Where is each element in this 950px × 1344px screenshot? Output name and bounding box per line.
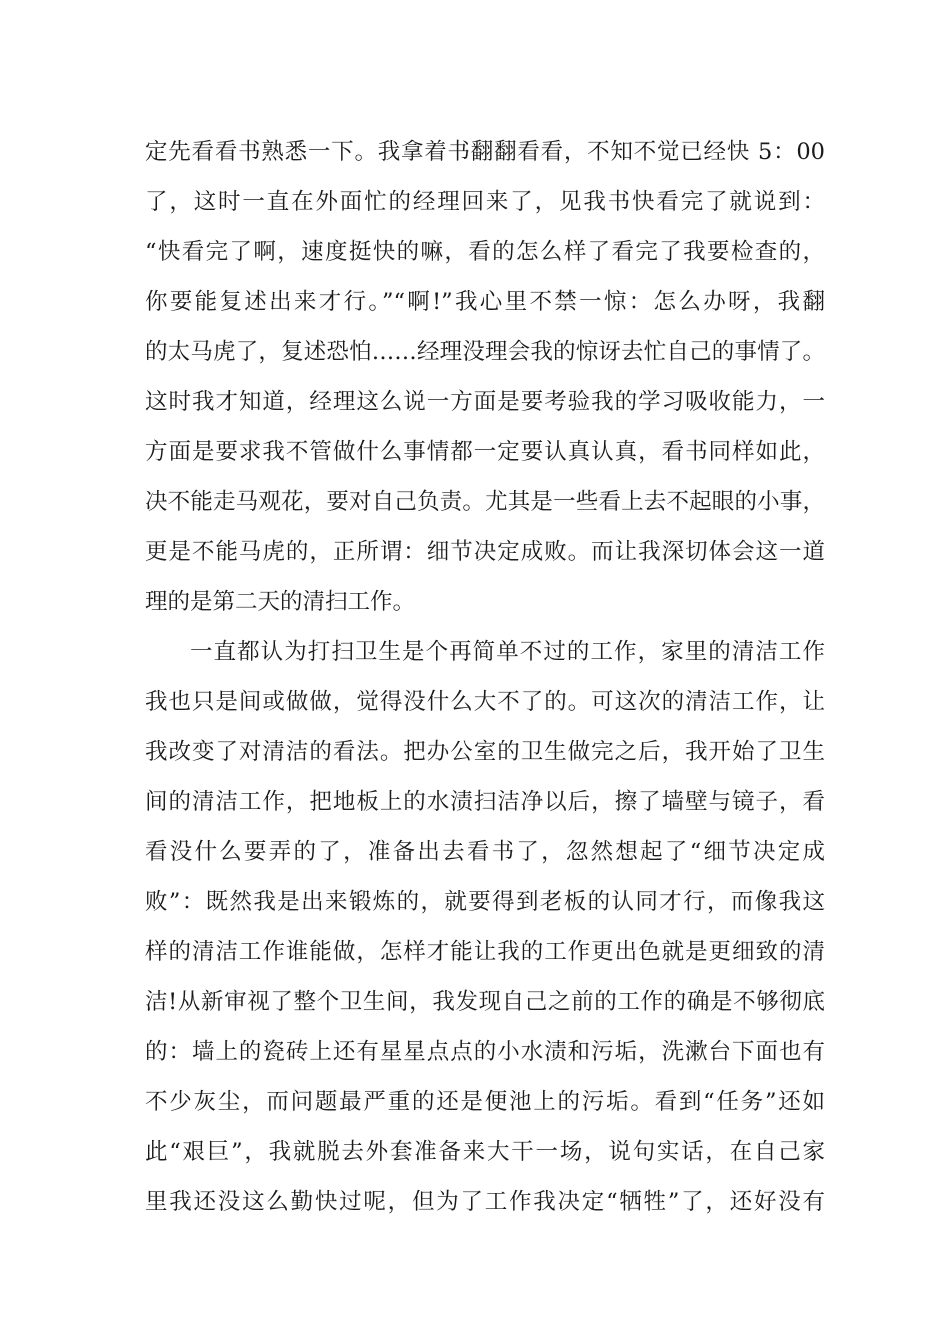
text-line: 样的清洁工作谁能做，怎样才能让我的工作更出色就是更细致的清 <box>145 939 825 965</box>
text-line: 洁!从新审视了整个卫生间，我发现自己之前的工作的确是不够彻底 <box>145 989 825 1015</box>
text-line: 我也只是间或做做，觉得没什么大不了的。可这次的清洁工作，让 <box>145 689 825 715</box>
text-line: 的：墙上的瓷砖上还有星星点点的小水渍和污垢，洗漱台下面也有 <box>145 1039 825 1065</box>
text-line: 间的清洁工作，把地板上的水渍扫洁净以后，擦了墙壁与镜子，看 <box>145 789 825 815</box>
text-line: 里我还没这么勤快过呢，但为了工作我决定“牺牲”了，还好没有 <box>145 1189 825 1215</box>
text-line: 此“艰巨”，我就脱去外套准备来大干一场，说句实话，在自己家 <box>145 1139 825 1165</box>
text-line: 看没什么要弄的了，准备出去看书了，忽然想起了“细节决定成 <box>145 839 825 865</box>
text-line: 你要能复述出来才行。”“啊!”我心里不禁一惊：怎么办呀，我翻 <box>145 289 825 315</box>
text-line: “快看完了啊，速度挺快的嘛，看的怎么样了看完了我要检查的， <box>145 239 825 265</box>
paragraph-end-line: 理的是第二天的清扫工作。 <box>145 589 416 615</box>
text-line: 决不能走马观花，要对自己负责。尤其是一些看上去不起眼的小事， <box>145 489 825 515</box>
text-line: 我改变了对清洁的看法。把办公室的卫生做完之后，我开始了卫生 <box>145 739 825 765</box>
paragraph-first-line: 一直都认为打扫卫生是个再简单不过的工作，家里的清洁工作 <box>190 639 825 665</box>
text-line: 了，这时一直在外面忙的经理回来了，见我书快看完了就说到： <box>145 189 825 215</box>
text-line: 的太马虎了，复述恐怕……经理没理会我的惊讶去忙自己的事情了。 <box>145 339 825 365</box>
text-line: 败”：既然我是出来锻炼的，就要得到老板的认同才行，而像我这 <box>145 889 825 915</box>
text-line: 更是不能马虎的，正所谓：细节决定成败。而让我深切体会这一道 <box>145 539 825 565</box>
text-line: 定先看看书熟悉一下。我拿着书翻翻看看，不知不觉已经快 5：00 <box>145 139 825 165</box>
text-line: 不少灰尘，而问题最严重的还是便池上的污垢。看到“任务”还如 <box>145 1089 825 1115</box>
text-line: 方面是要求我不管做什么事情都一定要认真认真，看书同样如此， <box>145 439 825 465</box>
text-line: 这时我才知道，经理这么说一方面是要考验我的学习吸收能力，一 <box>145 389 825 415</box>
